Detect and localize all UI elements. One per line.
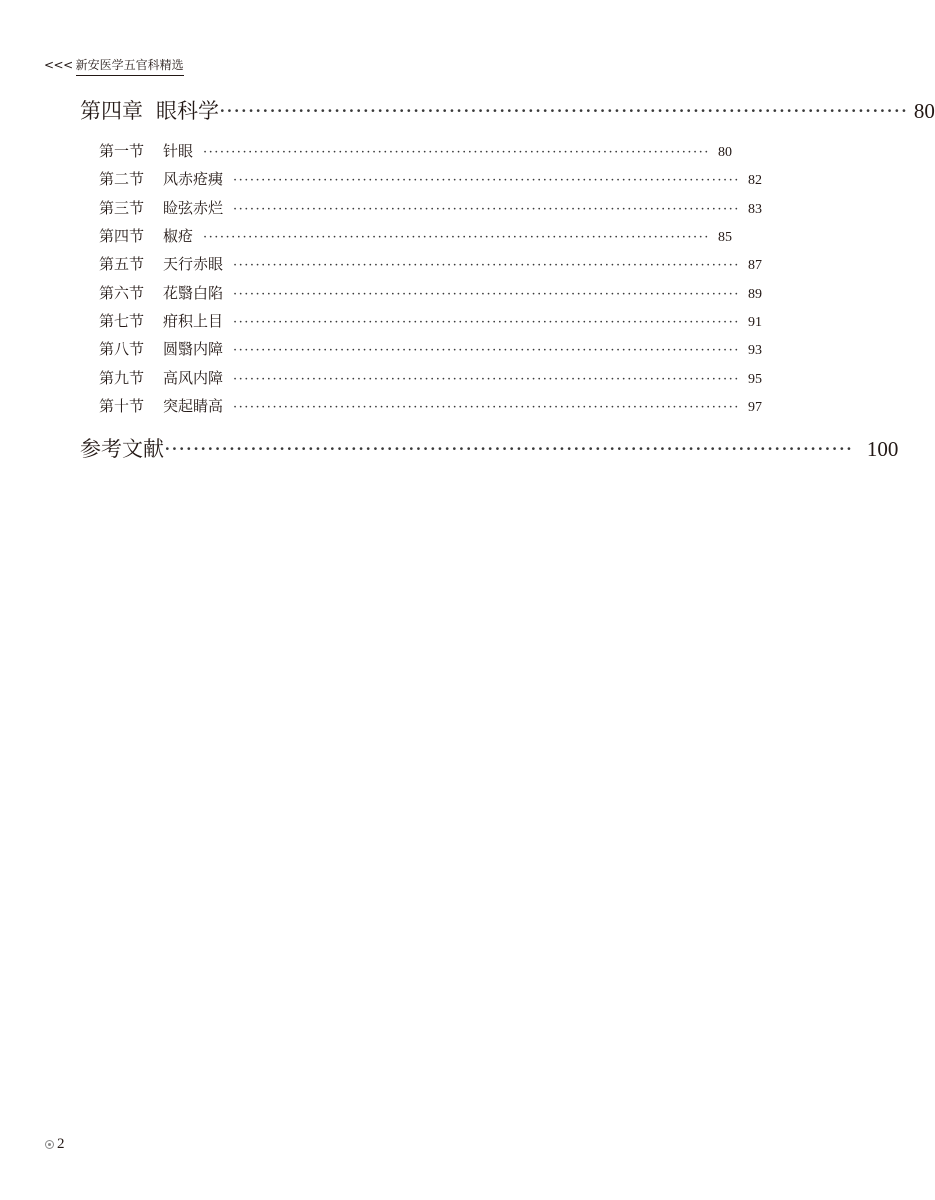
section-page-number: 97 xyxy=(747,400,762,415)
chapter-title: 眼科学 xyxy=(156,99,219,123)
section-page-number: 89 xyxy=(747,287,762,302)
section-number: 第四节 xyxy=(99,227,145,245)
toc-section-entry[interactable] xyxy=(99,253,762,277)
chapter-number: 第四章 xyxy=(80,99,143,123)
dot-leader: ·························································································· xyxy=(233,400,740,415)
section-page-number: 95 xyxy=(747,372,762,387)
dot-leader: ································································································ xyxy=(164,437,853,461)
back-arrows: <<< xyxy=(44,58,73,72)
book-title: 新安医学五官科精选 xyxy=(76,58,184,76)
section-title: 突起睛高 xyxy=(163,397,224,415)
toc-section-entry[interactable] xyxy=(99,395,762,419)
toc-section-entry[interactable] xyxy=(99,338,762,362)
dot-leader: ·························································································· xyxy=(233,202,740,217)
running-header xyxy=(44,58,184,76)
dot-leader: ·························································································· xyxy=(233,343,740,358)
toc-section-entry[interactable] xyxy=(99,310,762,334)
page-number: 2 xyxy=(57,1136,65,1152)
section-page-number: 93 xyxy=(747,343,762,358)
section-page-number: 85 xyxy=(717,230,732,245)
references-title: 参考文献 xyxy=(80,437,164,461)
section-page-number: 82 xyxy=(747,173,762,188)
toc-references-entry[interactable] xyxy=(80,434,899,464)
section-number: 第九节 xyxy=(99,369,145,387)
toc-section-entry[interactable] xyxy=(99,197,762,221)
section-number: 第七节 xyxy=(99,312,145,330)
dot-leader: ·························································································· xyxy=(233,315,740,330)
page-footer xyxy=(45,1136,65,1153)
section-page-number: 91 xyxy=(747,315,762,330)
section-number: 第一节 xyxy=(99,142,145,160)
section-title: 圆翳内障 xyxy=(163,340,224,358)
section-number: 第十节 xyxy=(99,397,145,415)
section-page-number: 87 xyxy=(747,258,762,273)
toc-section-entry[interactable] xyxy=(99,168,762,192)
section-number: 第八节 xyxy=(99,340,145,358)
bullet-icon xyxy=(45,1140,54,1149)
references-page-number: 100 xyxy=(866,437,899,461)
section-number: 第二节 xyxy=(99,170,145,188)
section-number: 第三节 xyxy=(99,199,145,217)
toc-chapter-entry[interactable] xyxy=(80,96,935,126)
toc-section-entry[interactable] xyxy=(99,367,762,391)
section-title: 椒疮 xyxy=(163,227,194,245)
dot-leader: ·························································································· xyxy=(233,372,740,387)
toc-section-entry[interactable] xyxy=(99,225,732,249)
section-title: 疳积上目 xyxy=(163,312,224,330)
section-title: 风赤疮痍 xyxy=(163,170,224,188)
section-title: 花翳白陷 xyxy=(163,284,224,302)
dot-leader: ································································································ xyxy=(219,99,908,123)
chapter-page-number: 80 xyxy=(913,99,935,123)
dot-leader: ·························································································· xyxy=(203,230,710,245)
dot-leader: ·························································································· xyxy=(203,145,710,160)
dot-leader: ·························································································· xyxy=(233,258,740,273)
section-number: 第五节 xyxy=(99,255,145,273)
dot-leader: ·························································································· xyxy=(233,287,740,302)
section-title: 睑弦赤烂 xyxy=(163,199,224,217)
toc-section-entry[interactable] xyxy=(99,282,762,306)
section-page-number: 83 xyxy=(747,202,762,217)
section-page-number: 80 xyxy=(717,145,732,160)
section-number: 第六节 xyxy=(99,284,145,302)
dot-leader: ·························································································· xyxy=(233,173,740,188)
section-title: 针眼 xyxy=(163,142,194,160)
toc-section-entry[interactable] xyxy=(99,140,732,164)
section-title: 天行赤眼 xyxy=(163,255,224,273)
section-title: 高风内障 xyxy=(163,369,224,387)
